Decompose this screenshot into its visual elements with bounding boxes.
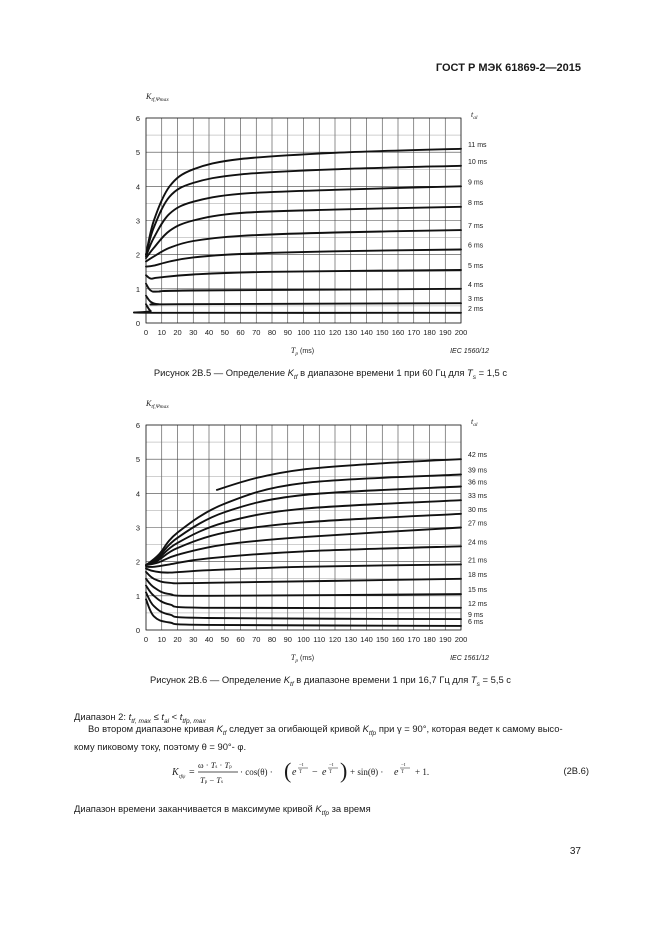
svg-text:e: e (292, 767, 297, 778)
x-tick-label: 90 (283, 635, 292, 644)
x-tick-label: 90 (283, 328, 292, 337)
x-axis-label: $T_p$ (ms) (290, 346, 315, 357)
svg-text:+ sin(θ) ·: + sin(θ) · (350, 767, 384, 777)
chart-2b5-svg (128, 88, 518, 358)
y-tick-label: 6 (135, 421, 140, 430)
series-label: 6 ms (468, 242, 484, 250)
y-tick-label: 2 (135, 250, 140, 260)
x-tick-label: 50 (220, 635, 229, 644)
y-axis-label: $K_{tf,\Psi max}$ (146, 92, 169, 103)
y-tick-label: 1 (135, 284, 140, 294)
series-label: 36 ms (468, 479, 488, 487)
series-label: 11 ms (468, 141, 487, 149)
series-label: 18 ms (468, 571, 488, 579)
x-tick-label: 30 (189, 635, 198, 644)
x-tick-label: 200 (454, 635, 468, 644)
series-label: 3 ms (468, 296, 484, 304)
range-2-heading: Диапазон 2: $t_{tf, max} \le t_{al} < t_{tfp, max}$ (74, 711, 206, 725)
svg-text:e: e (322, 767, 327, 778)
y-tick-label: 3 (135, 216, 140, 226)
series-label: 12 ms (468, 600, 488, 608)
x-tick-label: 190 (438, 328, 452, 337)
svg-text:ω · Ts · Tp: ω · Ts · Tp (198, 760, 232, 770)
svg-text:tfψ: tfψ (179, 774, 186, 780)
y-tick-label: 1 (135, 591, 140, 601)
series-label: 9 ms (468, 612, 484, 620)
series-label: 42 ms (468, 452, 488, 460)
x-tick-label: 80 (267, 328, 277, 337)
formula-2b6 (172, 752, 590, 792)
x-tick-label: 40 (204, 635, 214, 644)
svg-text:T: T (329, 770, 333, 775)
x-tick-label: 80 (267, 635, 277, 644)
svg-text:e: e (394, 767, 399, 778)
x-tick-label: 20 (173, 635, 182, 644)
series-label: 2 ms (468, 305, 484, 313)
series-line (217, 459, 461, 490)
series-label: 39 ms (468, 467, 488, 475)
svg-text:−t: −t (299, 763, 304, 768)
x-tick-label: 100 (297, 328, 310, 337)
x-tick-label: 170 (407, 328, 421, 337)
x-tick-label: 150 (375, 328, 389, 337)
standard-header: ГОСТ Р МЭК 61869-2—2015 (435, 62, 581, 74)
x-tick-label: 60 (236, 635, 245, 644)
series-label: 21 ms (468, 557, 488, 565)
x-tick-label: 110 (313, 328, 326, 337)
x-tick-label: 170 (407, 635, 421, 644)
x-tick-label: 160 (391, 635, 405, 644)
y-tick-label: 0 (135, 626, 140, 635)
svg-text:=: = (189, 767, 195, 778)
x-tick-label: 110 (313, 635, 326, 644)
y-tick-label: 5 (135, 455, 140, 465)
series-label: 4 ms (468, 281, 484, 289)
svg-text:−t: −t (329, 763, 334, 768)
series-line (134, 304, 461, 313)
chart-2b6 (128, 395, 518, 665)
x-tick-label: 70 (252, 635, 261, 644)
x-tick-label: 40 (204, 328, 214, 337)
series-label: 33 ms (468, 493, 488, 501)
y-tick-label: 2 (135, 557, 140, 567)
series-label: 9 ms (468, 179, 484, 187)
series-label: 6 ms (468, 618, 484, 626)
x-tick-label: 180 (423, 635, 436, 644)
svg-text:T: T (299, 770, 303, 775)
series-label: 15 ms (468, 587, 488, 595)
x-tick-label: 50 (220, 328, 229, 337)
x-tick-label: 20 (173, 328, 182, 337)
x-tick-label: 60 (236, 328, 245, 337)
svg-text:(: ( (284, 758, 292, 783)
y-tick-label: 3 (135, 523, 140, 533)
y-tick-label: 5 (135, 148, 140, 158)
y-tick-label: 6 (135, 114, 140, 123)
series-label: 7 ms (468, 223, 484, 231)
legend-title: $t_{al}$ (471, 110, 478, 121)
svg-text:Tp − Ts: Tp − Ts (200, 775, 223, 785)
x-tick-label: 140 (360, 635, 373, 644)
svg-text:−: − (312, 767, 318, 778)
svg-text:): ) (340, 758, 348, 783)
x-tick-label: 130 (344, 328, 358, 337)
x-tick-label: 120 (328, 635, 342, 644)
x-tick-label: 180 (423, 328, 436, 337)
x-tick-label: 10 (157, 328, 166, 337)
svg-text:T: T (401, 770, 405, 775)
y-tick-label: 0 (135, 319, 140, 328)
y-tick-label: 4 (135, 489, 140, 499)
figure-caption-2b6: Рисунок 2В.6 — Определение $K_{tf}$ в диапазоне времени 1 при 16,7 Гц для $T_s = 5,5$ с (150, 674, 511, 688)
x-tick-label: 120 (328, 328, 342, 337)
x-tick-label: 100 (297, 635, 310, 644)
series-label: 24 ms (468, 539, 488, 547)
x-tick-label: 160 (391, 328, 405, 337)
x-tick-label: 10 (157, 635, 166, 644)
equation-number: (2В.6) (563, 765, 589, 776)
iec-code: IEC 1561/12 (450, 655, 489, 662)
x-tick-label: 30 (189, 328, 198, 337)
formula-svg (172, 752, 590, 792)
series-label: 8 ms (468, 199, 484, 207)
chart-2b5 (128, 88, 518, 358)
x-tick-label: 190 (438, 635, 452, 644)
page-number: 37 (569, 846, 581, 857)
svg-text:−t: −t (401, 763, 406, 768)
paragraph-1: Во втором диапазоне кривая $K_{tf}$ следует за огибающей кривой $K_{tfp}$ при γ = 90°, которая ведет к самому высо- кому пиковому току, поэтому θ = 90°- φ. (74, 723, 563, 752)
paragraph-2: Диапазон времени заканчивается в максимуме кривой $K_{tfp}$ за время (74, 803, 371, 817)
svg-text:K: K (172, 767, 179, 778)
x-tick-label: 150 (375, 635, 389, 644)
series-label: 27 ms (468, 520, 488, 528)
chart-2b6-svg (128, 395, 518, 665)
svg-text:+ 1.: + 1. (415, 767, 430, 777)
series-label: 5 ms (468, 263, 484, 271)
x-tick-label: 0 (143, 635, 149, 644)
figure-caption-2b5: Рисунок 2В.5 — Определение $K_{tf}$ в диапазоне времени 1 при 60 Гц для $T_s = 1,5$ с (153, 367, 508, 381)
iec-code: IEC 1560/12 (450, 348, 489, 355)
x-tick-label: 140 (360, 328, 373, 337)
x-axis-label: $T_p$ (ms) (290, 653, 315, 664)
x-tick-label: 0 (143, 328, 149, 337)
x-tick-label: 70 (252, 328, 261, 337)
x-tick-label: 130 (344, 635, 358, 644)
legend-title: $t_{al}$ (471, 417, 478, 428)
series-label: 10 ms (468, 158, 488, 166)
series-label: 30 ms (468, 506, 488, 514)
svg-text:· cos(θ) ·: · cos(θ) · (240, 767, 273, 777)
x-tick-label: 200 (454, 328, 468, 337)
y-tick-label: 4 (135, 182, 140, 192)
y-axis-label: $K_{tf,\Psi max}$ (146, 399, 169, 410)
